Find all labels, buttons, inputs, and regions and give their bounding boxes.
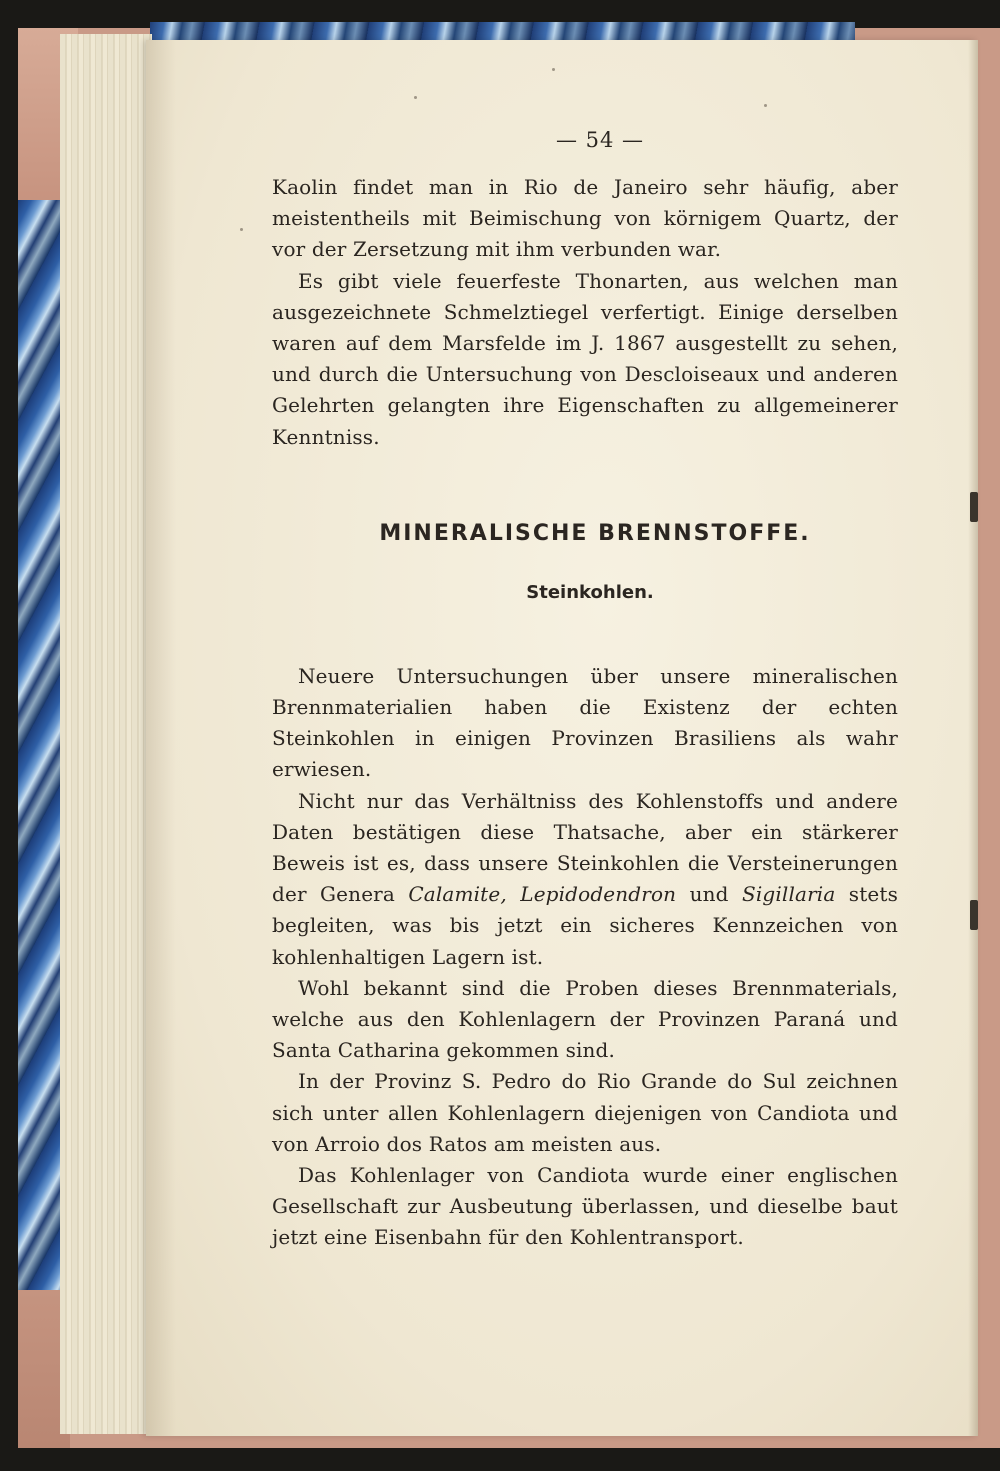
- genus-calamite: Calamite,: [408, 882, 507, 907]
- paragraph-versteinerungen: [272, 786, 898, 973]
- section-heading: MINERALISCHE BRENNSTOFFE.: [379, 520, 811, 546]
- paragraph-candiota: Das Kohlenlager von Candiota wurde einer englischen Gesellschaft zur Ausbeutung überlassen, und dieselbe baut jetzt eine Eisenbahn für den Kohlentransport.: [272, 1163, 898, 1250]
- page-gutter-shadow: [146, 40, 176, 1436]
- genus-lepidodendron: Lepidodendron: [520, 882, 677, 907]
- dust-speck: [414, 96, 417, 99]
- paragraph-untersuchungen: Neuere Untersuchungen über unsere mineralischen Brennmaterialien haben die Existenz der echten Steinkohlen in einigen Provinzen Brasiliens als wahr erwiesen.: [272, 663, 898, 782]
- section-subheading: Steinkohlen.: [526, 581, 654, 603]
- dust-speck: [764, 104, 767, 107]
- page-tab-mark: [970, 900, 978, 930]
- paragraph-text: Nicht nur das Verhältniss des Kohlenstoffs und andere Daten bestätigen diese Thatsache, aber ein stärkerer Beweis ist es, dass unsere Steinkohlen die Versteinerungen der Genera: [272, 788, 898, 907]
- dust-speck: [552, 68, 555, 71]
- paragraph-text: und: [676, 882, 742, 907]
- marbled-edge-left: [18, 200, 62, 1290]
- paragraph-text: stets begleiten, was bis jetzt ein sicheres Kennzeichen von kohlenhaltigen Lagern ist.: [272, 882, 898, 969]
- paragraph-rio-grande: In der Provinz S. Pedro do Rio Grande do Sul zeichnen sich unter allen Kohlenlagern diejenigen von Candiota und von Arroio dos Ratos am meisten aus.: [272, 1069, 898, 1156]
- paragraph-kaolin: Kaolin findet man in Rio de Janeiro sehr häufig, aber meistentheils mit Beimischung von körnigem Quartz, der vor der Zersetzung mit ihm verbunden war.: [272, 175, 898, 262]
- paragraph-thonarten: Es gibt viele feuerfeste Thonarten, aus welchen man ausgezeichnete Schmelztiegel verfertigt. Einige derselben waren auf dem Marsfelde im J. 1867 ausgestellt zu sehen, und durch die Untersuchung von Descloiseaux und anderen Gelehrten gelangten ihre Eigenschaften zu allgemeinerer Kenntniss.: [272, 268, 898, 449]
- page-text: [272, 128, 898, 1254]
- dust-speck: [240, 228, 243, 231]
- page-number: — 54 —: [555, 128, 645, 152]
- paragraph-proben: Wohl bekannt sind die Proben dieses Brennmaterials, welche aus den Kohlenlagern der Provinzen Paraná und Santa Catharina gekommen sind.: [272, 975, 898, 1063]
- genus-sigillaria: Sigillaria: [742, 882, 836, 907]
- page-tab-mark: [970, 492, 978, 522]
- page-stack-edges: [60, 34, 152, 1434]
- page-right-edge: [968, 40, 978, 1436]
